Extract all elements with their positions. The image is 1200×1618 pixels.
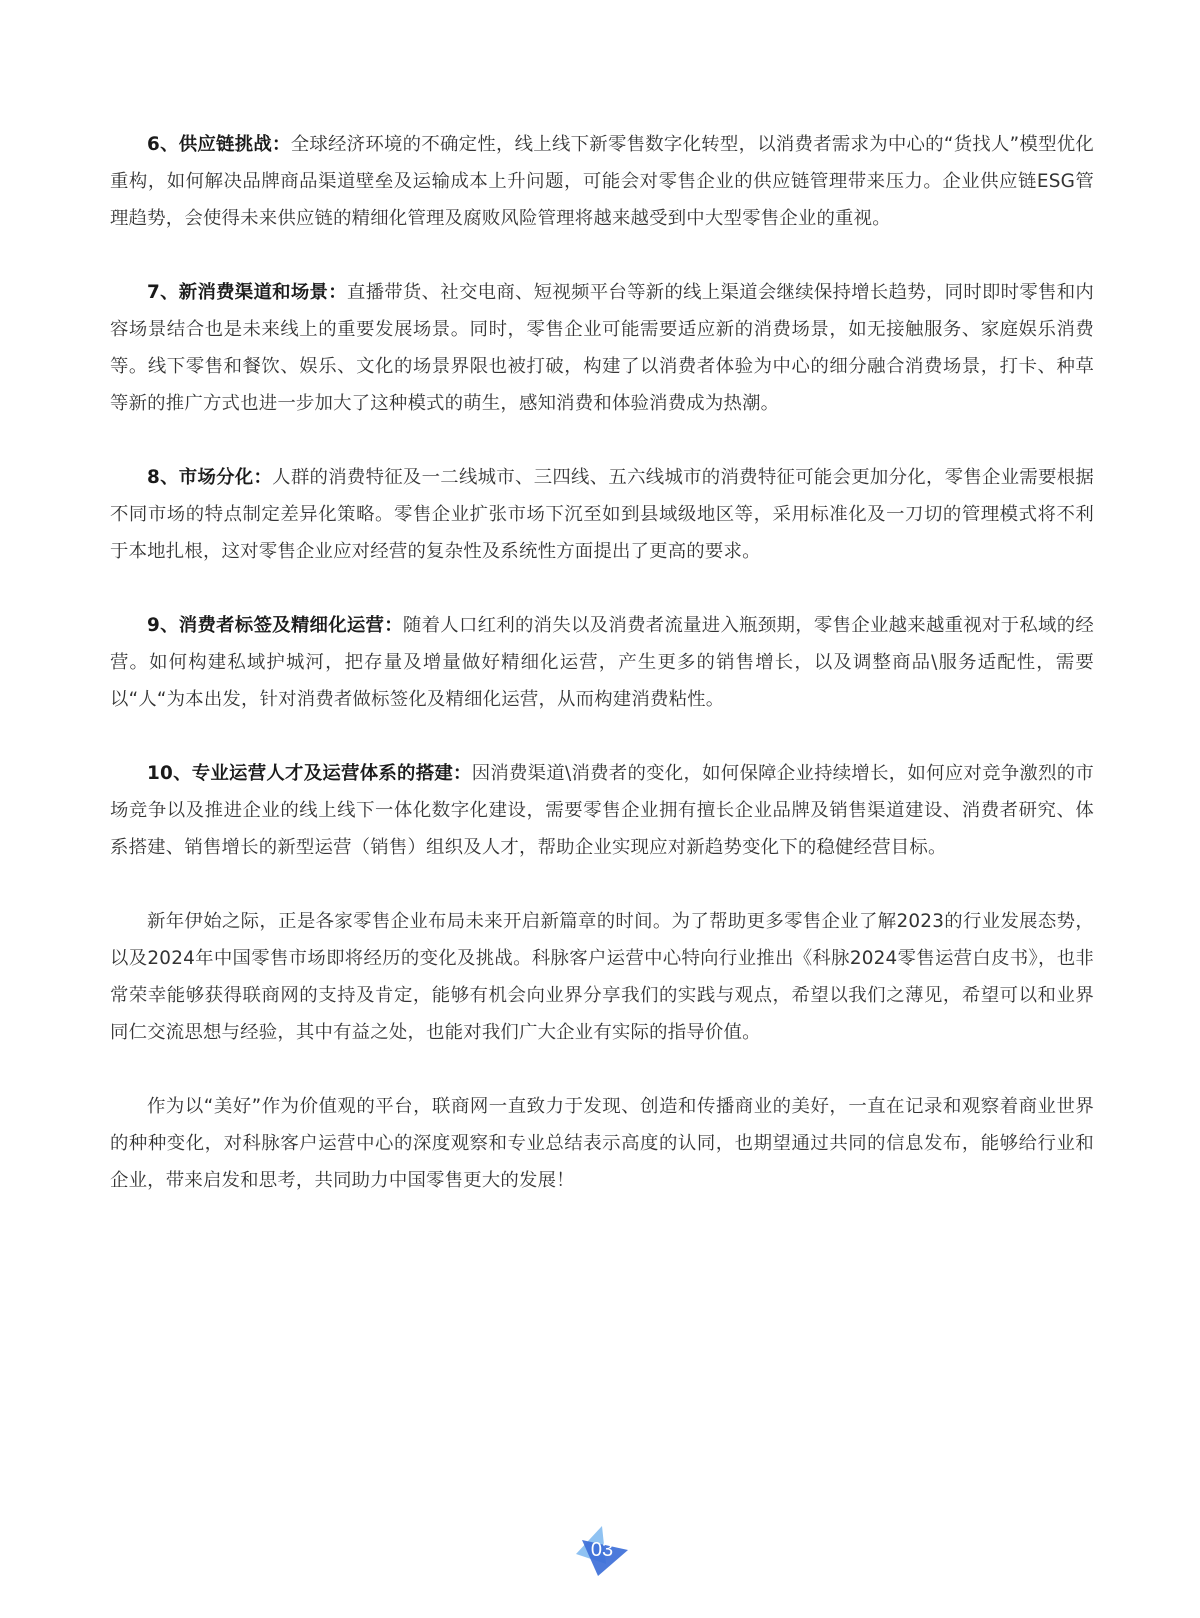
paragraph-text: 作为以“美好”作为价值观的平台，联商网一直致力于发现、创造和传播商业的美好，一直在记录和观察着商业世界的种种变化，对科脉客户运营中心的深度观察和专业总结表示高度的认同，也期望通过共同的信息发布，能够给行业和企业，带来启发和思考，共同助力中国零售更大的发展！ xyxy=(110,1096,1094,1191)
paragraph-heading: 7、新消费渠道和场景： xyxy=(147,282,347,303)
paragraph-text: 直播带货、社交电商、短视频平台等新的线上渠道会继续保持增长趋势，同时即时零售和内容场景结合也是未来线上的重要发展场景。同时，零售企业可能需要适应新的消费场景，如无接触服务、家庭娱乐消费等。线下零售和餐饮、娱乐、文化的场景界限也被打破，构建了以消费者体验为中心的细分融合消费场景，打卡、种草等新的推广方式也进一步加大了这种模式的萌生，感知消费和体验消费成为热潮。 xyxy=(110,282,1094,414)
paragraph-text: 新年伊始之际，正是各家零售企业布局未来开启新篇章的时间。为了帮助更多零售企业了解2023的行业发展态势，以及2024年中国零售市场即将经历的变化及挑战。科脉客户运营中心特向行业推出《科脉2024零售运营白皮书》，也非常荣幸能够获得联商网的支持及肯定，能够有机会向业界分享我们的实践与观点，希望以我们之薄见，希望可以和业界同仁交流思想与经验，其中有益之处，也能对我们广大企业有实际的指导价值。 xyxy=(110,911,1094,1043)
paragraph-consumer-tagging xyxy=(110,607,1094,718)
paragraph-text: 人群的消费特征及一二线城市、三四线、五六线城市的消费特征可能会更加分化，零售企业需要根据不同市场的特点制定差异化策略。零售企业扩张市场下沉至如到县域级地区等，采用标准化及一刀切的管理模式将不利于本地扎根，这对零售企业应对经营的复杂性及系统性方面提出了更高的要求。 xyxy=(110,467,1094,562)
paragraph-platform xyxy=(110,1088,1094,1199)
paragraph-operations-talent xyxy=(110,755,1094,866)
paragraph-heading: 9、消费者标签及精细化运营： xyxy=(147,615,403,636)
paragraph-new-channels xyxy=(110,274,1094,422)
document-body xyxy=(110,126,1094,1236)
page-number: 03 xyxy=(590,1539,614,1561)
paragraph-text: 因消费渠道\消费者的变化，如何保障企业持续增长，如何应对竞争激烈的市场竞争以及推进企业的线上线下一体化数字化建设，需要零售企业拥有擅长企业品牌及销售渠道建设、消费者研究、体系搭建、销售增长的新型运营（销售）组织及人才，帮助企业实现应对新趋势变化下的稳健经营目标。 xyxy=(110,763,1094,858)
paragraph-text: 全球经济环境的不确定性，线上线下新零售数字化转型，以消费者需求为中心的“货找人”模型优化重构，如何解决品牌商品渠道壁垒及运输成本上升问题，可能会对零售企业的供应链管理带来压力。企业供应链ESG管理趋势，会使得未来供应链的精细化管理及腐败风险管理将越来越受到中大型零售企业的重视。 xyxy=(110,134,1094,229)
paragraph-new-year xyxy=(110,903,1094,1051)
page-number-badge xyxy=(572,1520,632,1580)
paragraph-supply-chain xyxy=(110,126,1094,237)
paragraph-market-differentiation xyxy=(110,459,1094,570)
paragraph-heading: 10、专业运营人才及运营体系的搭建： xyxy=(147,763,472,784)
paragraph-heading: 6、供应链挑战： xyxy=(147,134,291,155)
paragraph-text: 随着人口红利的消失以及消费者流量进入瓶颈期，零售企业越来越重视对于私域的经营。如何构建私域护城河，把存量及增量做好精细化运营，产生更多的销售增长，以及调整商品\服务适配性，需要以“人“为本出发，针对消费者做标签化及精细化运营，从而构建消费粘性。 xyxy=(110,615,1094,710)
paragraph-heading: 8、市场分化： xyxy=(147,467,273,488)
